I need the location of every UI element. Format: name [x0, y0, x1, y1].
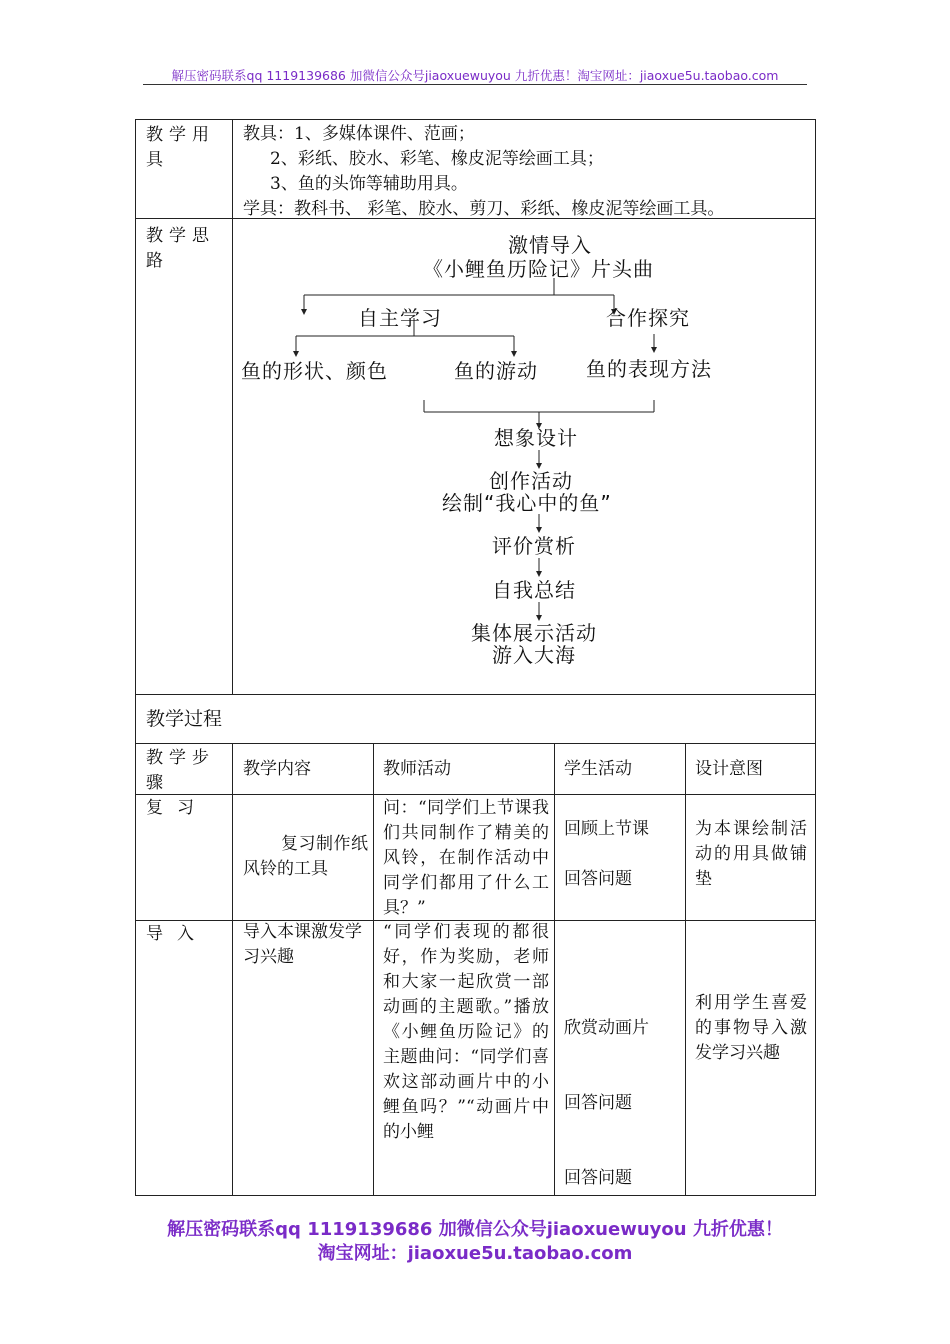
- col-divider: [373, 743, 374, 1195]
- student-intro-b: 回答问题: [564, 1093, 632, 1113]
- flow-evaluate: 评价赏析: [492, 534, 576, 558]
- header-rule: [143, 84, 807, 85]
- flow-showcase: 集体展示活动: [471, 621, 597, 645]
- header-teacher: 教师活动: [383, 759, 451, 779]
- intent-intro: 利用学生喜爱的事物导入激发学习兴趣: [695, 993, 807, 1063]
- footer-watermark: [0, 1218, 950, 1266]
- flow-self-study: 自主学习: [358, 306, 442, 330]
- approach-label: 教学思路: [146, 226, 215, 271]
- teacher-review: 问：“同学们上节课我们共同制作了精美的风铃，在制作活动中同学们都用了什么工具？”: [383, 798, 549, 918]
- step-review: 复习: [146, 798, 208, 818]
- flow-create: 创作活动: [489, 469, 573, 493]
- header-watermark: 解压密码联系qq 1119139686 加微信公众号jiaoxuewuyou 九折优惠！淘宝网址：jiaoxue5u.taobao.com: [171, 68, 779, 83]
- teacher-intro: “同学们表现的都很好，作为奖励，老师和大家一起欣赏一部动画的主题歌。”播放《小鲤鱼历险记》的主题曲问：“同学们喜欢这部动画片中的小鲤鱼吗？”“动画片中的小鲤: [383, 922, 549, 1142]
- footer-line-2: 淘宝网址：jiaoxue5u.taobao.com: [317, 1243, 633, 1264]
- content-intro: 导入本课激发学习兴趣: [243, 922, 362, 967]
- student-intro-c: 回答问题: [564, 1168, 632, 1188]
- row-divider: [136, 694, 815, 695]
- content-review: 复习制作纸风铃的工具: [243, 834, 368, 879]
- row-divider: [136, 743, 815, 744]
- intent-review: 为本课绘制活动的用具做铺垫: [695, 819, 807, 889]
- tools-line-1: 教具：1、多媒体课件、范画；: [243, 124, 475, 144]
- flow-fish-swim: 鱼的游动: [454, 359, 538, 383]
- col-divider: [685, 743, 686, 1195]
- tools-line-3: 3、鱼的头饰等辅助用具。: [270, 174, 468, 194]
- header-step: 教学步骤: [146, 748, 215, 793]
- lesson-plan-table: [135, 119, 816, 1196]
- flow-fish-shape: 鱼的形状、颜色: [241, 359, 388, 383]
- process-title: 教学过程: [146, 708, 223, 730]
- student-review-b: 回答问题: [564, 869, 632, 889]
- flow-imagine: 想象设计: [494, 426, 578, 450]
- flow-summary: 自我总结: [492, 578, 576, 602]
- header-content: 教学内容: [243, 759, 311, 779]
- flow-intro: 激情导入: [508, 233, 592, 257]
- row-divider: [136, 794, 815, 795]
- flow-fish-method: 鱼的表现方法: [586, 357, 712, 381]
- tools-line-4: 学具：教科书、 彩笔、胶水、剪刀、彩纸、橡皮泥等绘画工具。: [243, 199, 725, 219]
- tools-label: 教学用具: [146, 125, 215, 170]
- footer-line-1: 解压密码联系qq 1119139686 加微信公众号jiaoxuewuyou 九折优惠！: [167, 1219, 783, 1240]
- header-intent: 设计意图: [695, 759, 763, 779]
- flow-cooperation: 合作探究: [606, 306, 690, 330]
- step-intro: 导入: [146, 924, 208, 944]
- student-intro-a: 欣赏动画片: [564, 1018, 649, 1038]
- student-review-a: 回顾上节课: [564, 819, 649, 839]
- flow-swim-sea: 游入大海: [492, 643, 576, 667]
- flow-intro-song: 《小鲤鱼历险记》片头曲: [423, 257, 654, 281]
- header-student: 学生活动: [564, 759, 632, 779]
- flow-draw: 绘制“我心中的鱼”: [442, 491, 612, 515]
- col-divider: [232, 743, 233, 1195]
- col-divider: [554, 743, 555, 1195]
- tools-line-2: 2、彩纸、胶水、彩笔、橡皮泥等绘画工具；: [270, 149, 604, 169]
